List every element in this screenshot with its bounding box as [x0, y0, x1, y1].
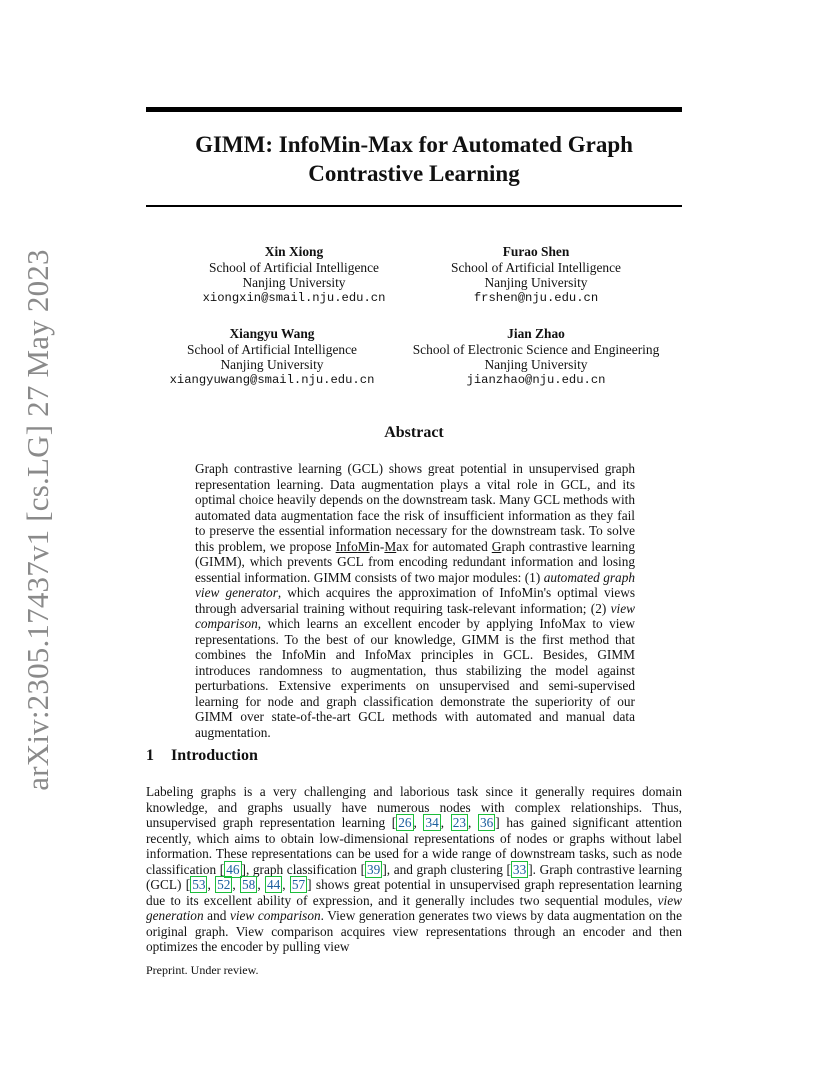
introduction-text: Labeling graphs is a very challenging and laborious task since it generally requires domain knowledge, and graphs usually have numerous nodes with complex relationships. Thus, unsupervised graph representation learning [ 26 , 34 , 23 , 36 ] has gained significant attention recently, which aims to obtain low-dimensional representations of nodes or graphs without label information. These representations can be used for a wide range of downstream tasks, such as node classification [ 46 ], graph classification [ 39 ], and graph clustering [ 33 ]. Graph contrastive learning (GCL) [ 53 , 52 , 58 , 44 , 57 ] shows great potential in unsupervised graph representation learning due to its excellent ability of expression, and it generally includes two sequential modules, view generation and view comparison. View generation generates two views by data augmentation on the original graph. View comparison acquires view representations through an encoder and then optimizes the encoder by pulling view [146, 784, 683, 954]
author-email[interactable]: jianzhao@nju.edu.cn [466, 372, 606, 387]
section-number: 1 [146, 747, 154, 764]
title-line-1: GIMM: InfoMin-Max for Automated Graph [195, 132, 633, 157]
citation-link[interactable]: 46 [226, 861, 240, 877]
title-bottom-rule [146, 205, 682, 207]
abstract-text: Graph contrastive learning (GCL) shows great potential in unsupervised graph representation learning. Data augmentation plays a vital role in GCL, and its optimal choice heavily depends on the downstream task. Many GCL methods with automated data augmentation face the risk of insufficient information as they fail to preserve the essential information necessary for the downstream task. To solve this problem, we propose InfoMin-Max for automated Graph contrastive learning (GIMM), which prevents GCL from encoding redundant information and losing essential information. GIMM consists of two major modules: (1) automated graph view generator, which acquires the approximation of InfoMin's optimal views through adversarial training without requiring task-relevant information; (2) view comparison, which learns an excellent encoder by applying InfoMax to view representations. To the best of our knowledge, GIMM is the first method that combines the InfoMin and InfoMax principles in GCL. Besides, GIMM introduces randomness to augmentation, thus stabilizing the model against perturbations. Extensive experiments on unsupervised and semi-supervised learning for node and graph classification demonstrate the superiority of our GIMM over state-of-the-art GCL methods with automated and manual data augmentation. [195, 461, 636, 740]
author-affiliation: School of Electronic Science and Engineering [412, 341, 660, 357]
section-title: Introduction [171, 747, 258, 764]
citation-link[interactable]: 34 [425, 815, 439, 830]
citation-link[interactable]: 58 [242, 877, 256, 892]
citation-link[interactable]: 33 [512, 861, 527, 877]
citation-link[interactable]: 39 [367, 861, 381, 877]
citation-link[interactable]: 36 [479, 815, 494, 830]
author-block-jian-zhao [376, 326, 696, 388]
preprint-footnote: Preprint. Under review. [146, 963, 259, 977]
author-email[interactable]: xiongxin@smail.nju.edu.cn [202, 290, 386, 305]
author-affiliation: School of Artificial Intelligence [187, 341, 357, 357]
arxiv-sidebar [18, 249, 58, 791]
author-block-furao-shen [396, 244, 676, 306]
author-affiliation: School of Artificial Intelligence [209, 259, 379, 275]
author-email[interactable]: xiangyuwang@smail.nju.edu.cn [169, 372, 375, 387]
paper-title [146, 130, 682, 188]
citation-link[interactable]: 23 [452, 815, 467, 830]
author-name: Furao Shen [502, 244, 570, 259]
section-heading-introduction [146, 747, 258, 765]
author-affiliation: School of Artificial Intelligence [451, 259, 621, 275]
title-top-rule [146, 107, 682, 112]
author-university: Nanjing University [242, 275, 346, 290]
author-university: Nanjing University [484, 275, 588, 290]
author-name: Xiangyu Wang [229, 326, 315, 341]
author-email[interactable]: frshen@nju.edu.cn [473, 290, 599, 305]
abstract-heading: Abstract [384, 424, 444, 441]
citation-link[interactable]: 52 [217, 877, 231, 892]
author-block-xiangyu-wang [132, 326, 412, 388]
author-university: Nanjing University [220, 357, 324, 372]
arxiv-identifier: arXiv:2305.17437v1 [cs.LG] 27 May 2023 [20, 249, 55, 791]
citation-link[interactable]: 26 [398, 815, 412, 830]
author-university: Nanjing University [484, 357, 588, 372]
citation-link[interactable]: 53 [192, 877, 206, 892]
citation-link[interactable]: 57 [291, 877, 306, 892]
title-line-2: Contrastive Learning [308, 161, 520, 186]
author-block-xin-xiong [154, 244, 434, 306]
author-name: Jian Zhao [507, 326, 565, 341]
citation-link[interactable]: 44 [266, 877, 281, 892]
author-name: Xin Xiong [264, 244, 324, 259]
